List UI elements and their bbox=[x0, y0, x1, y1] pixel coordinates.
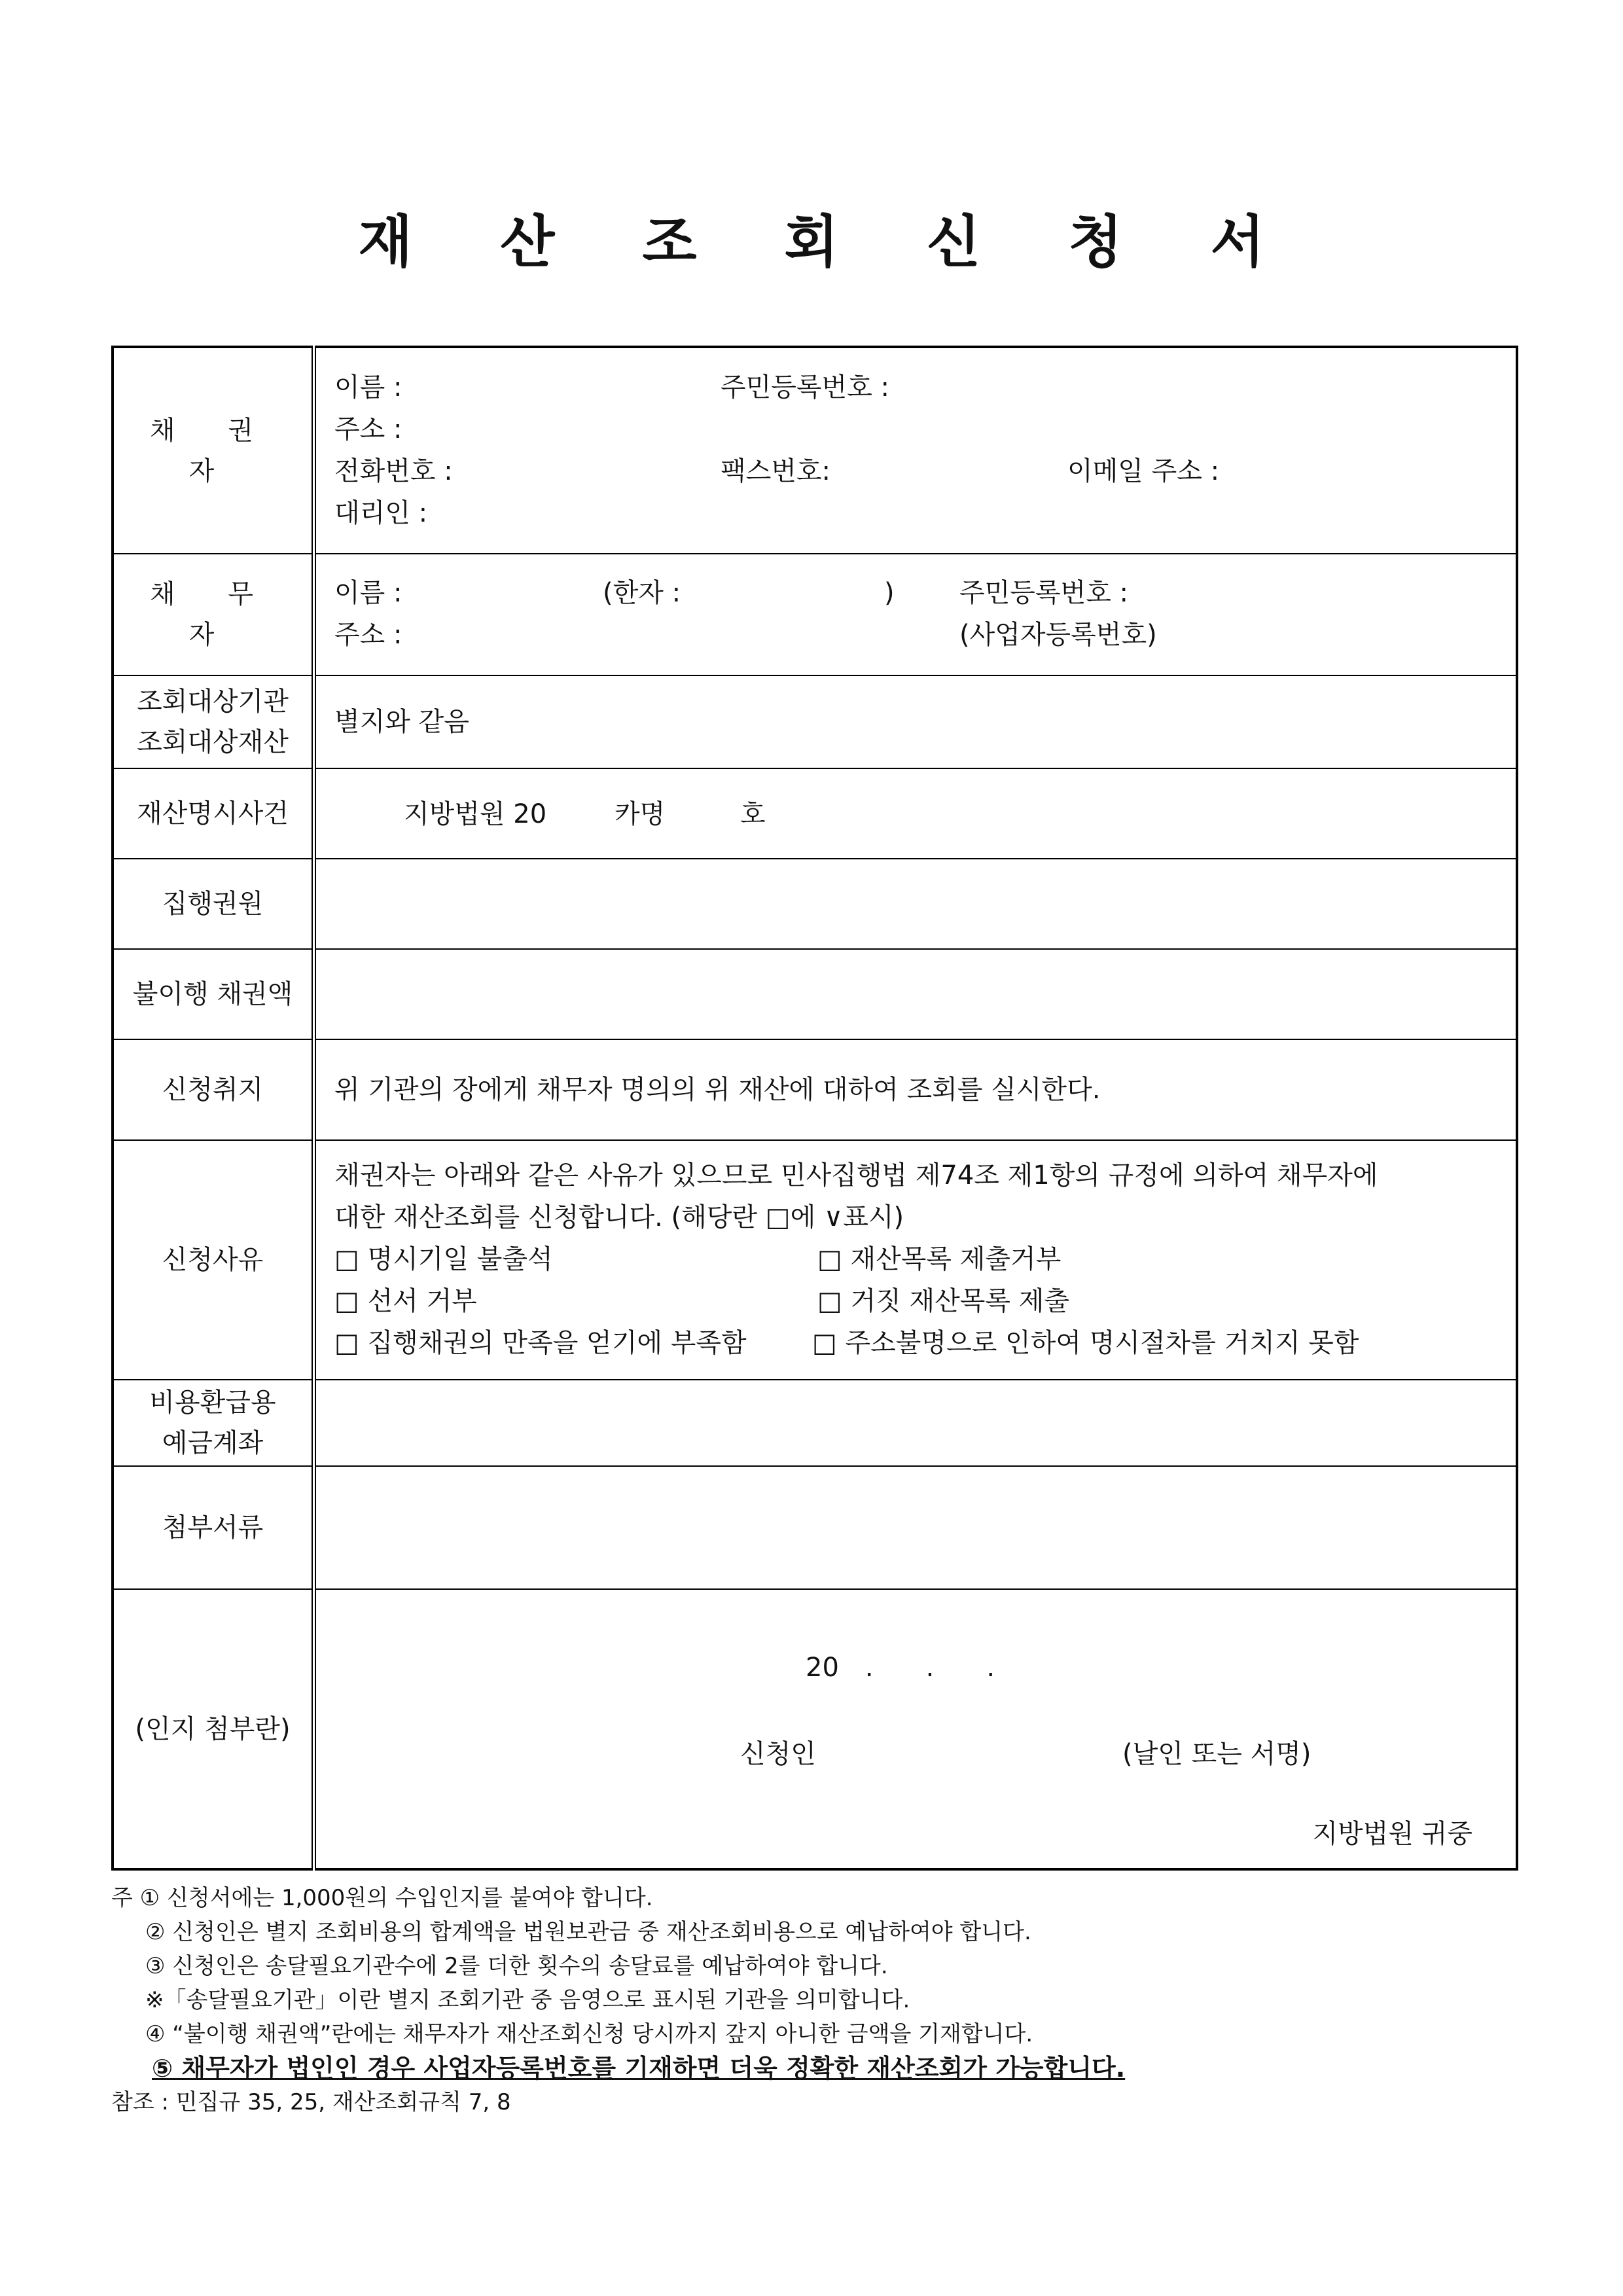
creditor-address-field[interactable]: 주소 : bbox=[334, 414, 402, 444]
note-1: 주 ① 신청서에는 1,000원의 수입인지를 붙여야 합니다. bbox=[111, 1885, 653, 1911]
reason-checkbox-false-list[interactable]: □ 거짓 재산목록 제출 bbox=[817, 1286, 1070, 1316]
reason-checkbox-absence[interactable]: □ 명시기일 불출석 bbox=[334, 1244, 553, 1274]
creditor-fax-field[interactable]: 팩스번호: bbox=[721, 456, 831, 486]
purpose-label: 신청취지 bbox=[113, 1039, 314, 1140]
applicant-label: 신청인 bbox=[740, 1739, 816, 1769]
note-4: ④ “불이행 채권액”란에는 채무자가 재산조회신청 당시까지 갚지 아니한 금액을 기재합니다. bbox=[145, 2021, 1033, 2047]
case-no[interactable]: 호 bbox=[740, 799, 766, 829]
reason-checkbox-refuse-oath[interactable]: □ 선서 거부 bbox=[334, 1286, 477, 1316]
creditor-row bbox=[113, 347, 1517, 554]
note-3-remark: ※「송달필요기관」이란 별지 조회기관 중 음영으로 표시된 기관을 의미합니다. bbox=[145, 1987, 910, 2013]
target-value[interactable]: 별지와 같음 bbox=[314, 675, 1518, 768]
reason-intro-line2: 대한 재산조회를 신청합니다. (해당란 □에 ∨표시) bbox=[334, 1202, 904, 1232]
note-2: ② 신청인은 별지 조회비용의 합계액을 법원보관금 중 재산조회비용으로 예납하여야 합니다. bbox=[145, 1919, 1031, 1945]
application-date[interactable]: 20 . . . bbox=[806, 1653, 995, 1683]
title-of-execution-row bbox=[113, 859, 1517, 949]
creditor-rrn-field[interactable]: 주민등록번호 : bbox=[721, 372, 890, 403]
reason-fields bbox=[314, 1140, 1518, 1380]
purpose-row bbox=[113, 1039, 1517, 1140]
creditor-agent-field[interactable]: 대리인 : bbox=[334, 497, 428, 528]
stamp-label: (인지 첨부란) bbox=[113, 1589, 314, 1869]
attachments-label: 첨부서류 bbox=[113, 1466, 314, 1589]
attachments-row bbox=[113, 1466, 1517, 1589]
unpaid-claim-label: 불이행 채권액 bbox=[113, 949, 314, 1039]
reason-row bbox=[113, 1140, 1517, 1380]
debtor-name-field[interactable]: 이름 : bbox=[334, 578, 402, 608]
purpose-value: 위 기관의 장에게 채무자 명의의 위 재산에 대하여 조회를 실시한다. bbox=[314, 1039, 1518, 1140]
reason-checkbox-refuse-list[interactable]: □ 재산목록 제출거부 bbox=[817, 1244, 1061, 1274]
target-label: 조회대상기관 조회대상재산 bbox=[113, 675, 314, 768]
stamp-fields bbox=[314, 1589, 1518, 1869]
debtor-hanja-close: ) bbox=[884, 578, 895, 608]
creditor-name-field[interactable]: 이름 : bbox=[334, 372, 402, 403]
reason-checkbox-insufficient[interactable]: □ 집행채권의 만족을 얻기에 부족함 bbox=[334, 1328, 747, 1358]
creditor-label: 채 권 자 bbox=[113, 347, 314, 554]
creditor-phone-field[interactable]: 전화번호 : bbox=[334, 456, 453, 486]
case-label: 재산명시사건 bbox=[113, 768, 314, 859]
reason-intro-line1: 채권자는 아래와 같은 사유가 있으므로 민사집행법 제74조 제1항의 규정에 의하여 채무자에 bbox=[334, 1160, 1378, 1191]
debtor-address-field[interactable]: 주소 : bbox=[334, 620, 402, 650]
seal-or-signature[interactable]: (날인 또는 서명) bbox=[1122, 1739, 1311, 1769]
stamp-row bbox=[113, 1589, 1517, 1869]
case-type: 카명 bbox=[615, 799, 666, 829]
case-court[interactable]: 지방법원 20 bbox=[404, 799, 547, 829]
debtor-label: 채 무 자 bbox=[113, 554, 314, 675]
title-of-execution-label: 집행권원 bbox=[113, 859, 314, 949]
unpaid-claim-row bbox=[113, 949, 1517, 1039]
debtor-hanja-field[interactable]: (한자 : bbox=[603, 578, 681, 608]
document-title: 재 산 조 회 신 청 서 bbox=[358, 209, 1299, 275]
notes-section bbox=[111, 1881, 1518, 2119]
creditor-email-field[interactable]: 이메일 주소 : bbox=[1067, 456, 1220, 486]
case-row bbox=[113, 768, 1517, 859]
debtor-row bbox=[113, 554, 1517, 675]
note-3: ③ 신청인은 송달필요기관수에 2를 더한 횟수의 송달료를 예납하여야 합니다. bbox=[145, 1953, 888, 1979]
application-form-table bbox=[111, 346, 1518, 1871]
note-5: ⑤ 채무자가 법인인 경우 사업자등록번호를 기재하면 더욱 정확한 재산조회가 가능합니다. bbox=[152, 2054, 1126, 2083]
attachments-value[interactable] bbox=[314, 1466, 1518, 1589]
court-addressee: 지방법원 귀중 bbox=[1312, 1819, 1472, 1849]
refund-account-label: 비용환급용 예금계좌 bbox=[113, 1380, 314, 1466]
creditor-fields bbox=[314, 347, 1518, 554]
reason-label: 신청사유 bbox=[113, 1140, 314, 1380]
refund-account-value[interactable] bbox=[314, 1380, 1518, 1466]
target-row bbox=[113, 675, 1517, 768]
refund-account-row bbox=[113, 1380, 1517, 1466]
debtor-brn-field[interactable]: (사업자등록번호) bbox=[959, 620, 1157, 650]
case-fields bbox=[314, 768, 1518, 859]
reference-note: 참조 : 민집규 35, 25, 재산조회규칙 7, 8 bbox=[111, 2089, 511, 2115]
title-of-execution-value[interactable] bbox=[314, 859, 1518, 949]
unpaid-claim-value[interactable] bbox=[314, 949, 1518, 1039]
debtor-rrn-field[interactable]: 주민등록번호 : bbox=[959, 578, 1129, 608]
reason-checkbox-address-unknown[interactable]: □ 주소불명으로 인하여 명시절차를 거치지 못함 bbox=[812, 1328, 1359, 1358]
debtor-fields bbox=[314, 554, 1518, 675]
